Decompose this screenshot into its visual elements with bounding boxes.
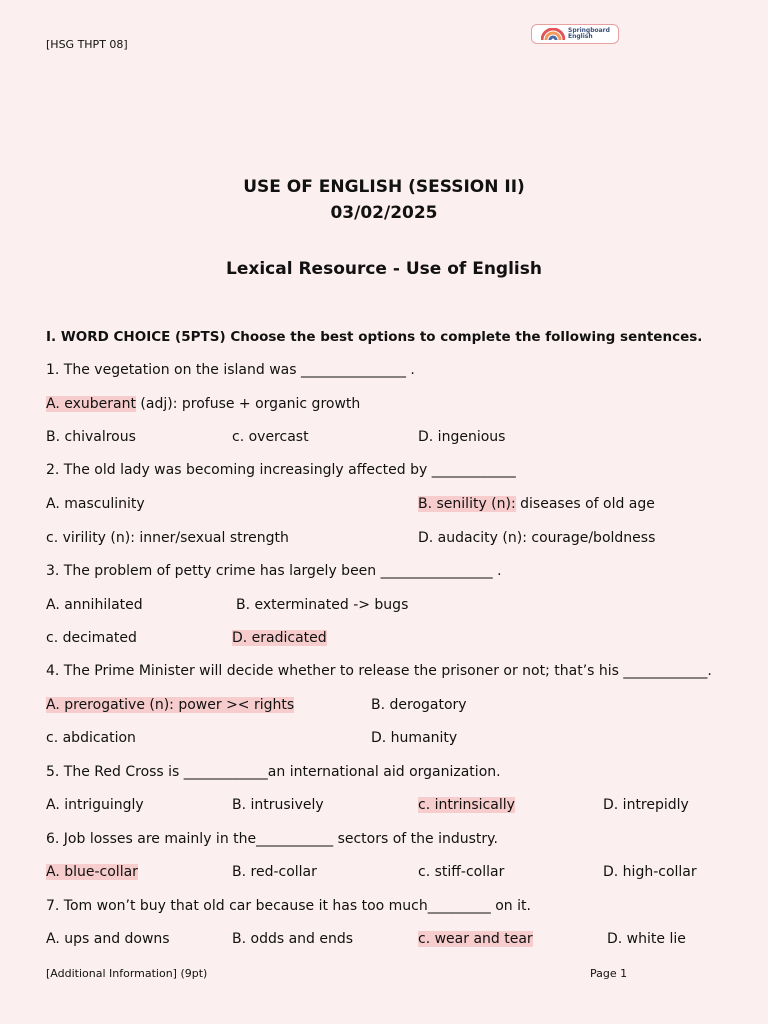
- question-option: B. red-collar: [232, 864, 317, 880]
- page-subtitle: Lexical Resource - Use of English: [226, 259, 542, 279]
- logo-text-line1: Springboard: [568, 27, 610, 34]
- question-option: B. intrusively: [232, 797, 324, 813]
- question-option: B. derogatory: [371, 697, 467, 713]
- question-option: D. intrepidly: [603, 797, 689, 813]
- question-option: D. white lie: [607, 931, 686, 947]
- question-option: c. decimated: [46, 630, 137, 646]
- question-option-answer: [418, 797, 515, 813]
- page-title: USE OF ENGLISH (SESSION II): [243, 177, 525, 197]
- section-heading: I. WORD CHOICE (5PTS) Choose the best options to complete the following sentences.: [46, 329, 703, 345]
- question-option: B. odds and ends: [232, 931, 354, 947]
- question-option: B. exterminated -> bugs: [236, 597, 409, 613]
- question-option: c. overcast: [232, 429, 309, 445]
- question-stem: 3. The problem of petty crime has largely been ________________ .: [46, 563, 502, 579]
- question-option: A. ups and downs: [46, 931, 170, 947]
- question-option-answer: [418, 496, 655, 512]
- question-option-answer: [232, 630, 327, 646]
- question-stem: 4. The Prime Minister will decide whether to release the prisoner or not; that’s his ____________.: [46, 663, 712, 679]
- question-option: A. intriguingly: [46, 797, 144, 813]
- page-number: Page 1: [590, 967, 628, 980]
- logo-text-line2: English: [568, 33, 593, 40]
- question-option-answer: [46, 396, 360, 412]
- document-code: [HSG THPT 08]: [46, 38, 128, 51]
- answer-highlight: A. exuberant: [46, 396, 136, 412]
- footer-info: [Additional Information] (9pt): [46, 967, 208, 980]
- question-option-answer: [46, 697, 294, 713]
- question-option: D. audacity (n): courage/boldness: [418, 530, 656, 546]
- answer-highlight: A. prerogative (n): power >< rights: [46, 697, 295, 713]
- question-option: D. ingenious: [418, 429, 506, 445]
- question-option: c. virility (n): inner/sexual strength: [46, 530, 289, 546]
- answer-note: diseases of old age: [515, 496, 655, 512]
- springboard-logo: [531, 24, 619, 44]
- question-option-answer: [418, 931, 533, 947]
- question-option: B. chivalrous: [46, 429, 136, 445]
- question-option: c. stiff-collar: [418, 864, 505, 880]
- answer-highlight: B. senility (n):: [418, 496, 516, 512]
- rainbow-logo-icon: [541, 28, 565, 40]
- question-stem: 2. The old lady was becoming increasingly affected by ____________: [46, 462, 516, 478]
- question-option: A. annihilated: [46, 597, 143, 613]
- question-option: A. masculinity: [46, 496, 145, 512]
- question-option: D. high-collar: [603, 864, 697, 880]
- question-option: D. humanity: [371, 730, 458, 746]
- answer-highlight: c. wear and tear: [418, 931, 533, 947]
- question-stem: 5. The Red Cross is ____________an international aid organization.: [46, 764, 501, 780]
- question-stem: 1. The vegetation on the island was _______________ .: [46, 362, 415, 378]
- answer-highlight: A. blue-collar: [46, 864, 138, 880]
- answer-highlight: c. intrinsically: [418, 797, 515, 813]
- question-stem: 7. Tom won’t buy that old car because it has too much_________ on it.: [46, 898, 531, 914]
- answer-note: (adj): profuse + organic growth: [135, 396, 361, 412]
- answer-highlight: D. eradicated: [232, 630, 327, 646]
- page-date: 03/02/2025: [330, 203, 438, 223]
- question-option: c. abdication: [46, 730, 136, 746]
- question-option-answer: [46, 864, 138, 880]
- question-stem: 6. Job losses are mainly in the___________ sectors of the industry.: [46, 831, 498, 847]
